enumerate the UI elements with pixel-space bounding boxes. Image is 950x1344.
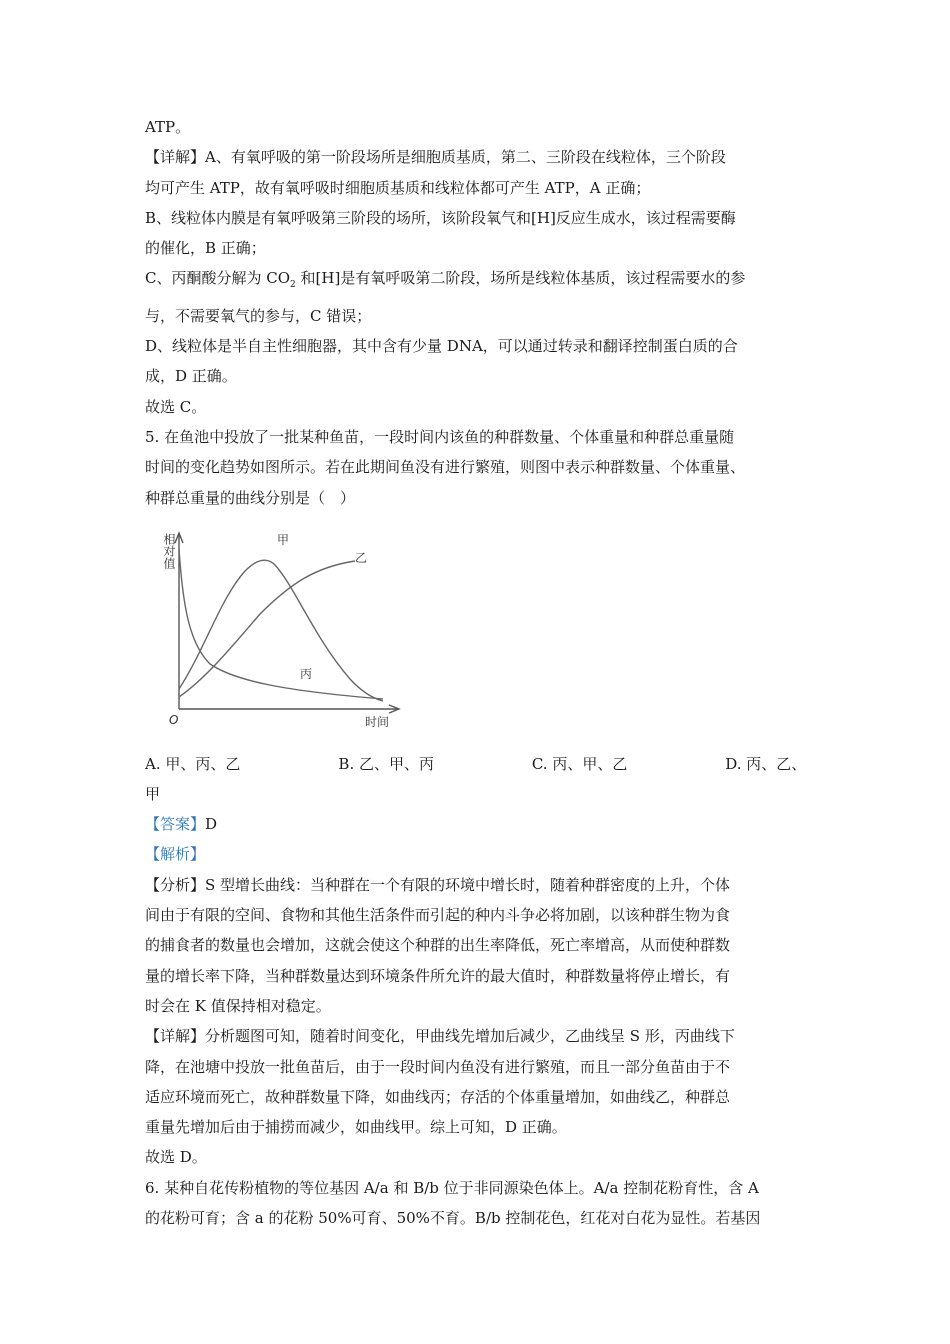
page-content	[145, 112, 810, 1233]
curve-yi	[179, 561, 355, 697]
curve-jia-label: 甲	[277, 532, 290, 547]
detail-line: 【详解】分析题图可知，随着时间变化，甲曲线先增加后减少，乙曲线呈 S 形，丙曲线下	[145, 1027, 735, 1046]
answer-value: D	[205, 815, 218, 834]
text-line: 均可产生 ATP，故有氧呼吸时细胞质基质和线粒体都可产生 ATP，A 正确；	[145, 178, 651, 197]
text-line: 【详解】A、有氧呼吸的第一阶段场所是细胞质基质，第二、三阶段在线粒体，三个阶段	[145, 148, 726, 167]
answer-line	[145, 809, 810, 839]
text-line: 的催化，B 正确；	[145, 239, 266, 258]
curve-yi-label: 乙	[355, 550, 368, 565]
analysis-line: 间由于有限的空间、食物和其他生活条件而引起的种内斗争必将加剧，以该种群生物为食	[145, 906, 731, 925]
question-5-stem: 种群总重量的曲线分别是（ ）	[145, 488, 356, 507]
text-line: 成，D 正确。	[145, 367, 237, 386]
question-6-stem: 的花粉可育；含 a 的花粉 50%可育、50%不育。B/b 控制花色，红花对白花为显性。若基因	[145, 1209, 761, 1228]
curve-bing-label: 丙	[300, 666, 313, 681]
option-b: B. 乙、甲、丙	[338, 754, 434, 773]
subscript: 2	[290, 280, 296, 291]
text-line: ATP。	[145, 118, 191, 136]
option-a: A. 甲、丙、乙	[145, 754, 241, 773]
curve-figure	[162, 529, 405, 729]
text-segment: 和[H]是有氧呼吸第二阶段，场所是线粒体基质，该过程需要水的参	[295, 269, 746, 288]
text-line: 与，不需要氧气的参与，C 错误；	[145, 306, 372, 325]
option-c: C. 丙、甲、乙	[531, 754, 628, 773]
x-axis-label: 时间	[365, 714, 390, 729]
question-5-stem: 5. 在鱼池中投放了一批某种鱼苗，一段时间内该鱼的种群数量、个体重量和种群总重量随	[145, 427, 735, 446]
text-segment: C、丙酮酸分解为 CO	[145, 269, 291, 288]
answer-tag: 【答案】	[145, 815, 206, 834]
analysis-line: 的捕食者的数量也会增加，这就会使这个种群的出生率降低，死亡率增高，从而使种群数	[145, 936, 731, 955]
analysis-line: 时会在 K 值保持相对稳定。	[145, 996, 331, 1015]
detail-line: 故选 D。	[145, 1148, 207, 1167]
curve-figure-svg	[165, 529, 405, 729]
option-d: D. 丙、乙、	[725, 754, 807, 773]
detail-line: 降，在池塘中投放一批鱼苗后，由于一段时间内鱼没有进行繁殖，而且一部分鱼苗由于不	[145, 1057, 731, 1076]
y-axis-label: 相对值	[162, 532, 176, 569]
question-5-stem: 时间的变化趋势如图所示。若在此期间鱼没有进行繁殖，则图中表示种群数量、个体重量、	[145, 458, 746, 477]
question-6-stem: 6. 某种自花传粉植物的等位基因 A/a 和 B/b 位于非同源染色体上。A/a 控制花粉育性，含 A	[145, 1178, 759, 1197]
analysis-line: 量的增长率下降，当种群数量达到环境条件所允许的最大值时，种群数量将停止增长，有	[145, 966, 731, 985]
detail-line: 重量先增加后由于捕捞而减少，如曲线甲。综上可知，D 正确。	[145, 1118, 567, 1137]
text-line	[145, 263, 810, 300]
option-d-wrap: 甲	[145, 784, 161, 803]
text-line: 故选 C。	[145, 397, 207, 416]
answer-options	[145, 749, 810, 779]
analysis-line: 【分析】S 型增长曲线：当种群在一个有限的环境中增长时，随着种群密度的上升，个体	[145, 875, 731, 894]
text-line: D、线粒体是半自主性细胞器，其中含有少量 DNA，可以通过转录和翻译控制蛋白质的合	[145, 337, 738, 356]
curve-jia	[179, 560, 383, 701]
analysis-tag: 【解析】	[145, 845, 206, 864]
origin-label: O	[169, 712, 179, 727]
text-line: B、线粒体内膜是有氧呼吸第三阶段的场所，该阶段氧气和[H]反应生成水，该过程需要酶	[145, 208, 736, 227]
detail-line: 适应环境而死亡，故种群数量下降，如曲线丙；存活的个体重量增加，如曲线乙，种群总	[145, 1087, 731, 1106]
